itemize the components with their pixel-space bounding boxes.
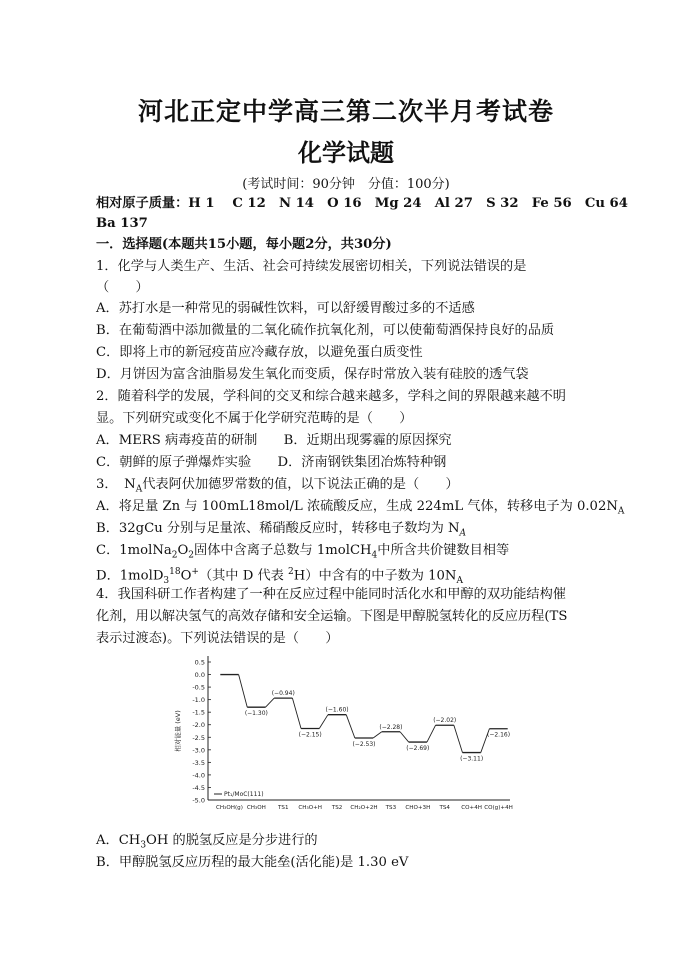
q2-options-cd: C．朝鲜的原子弹爆炸实验 D．济南钢铁集团冶炼特种钢 — [96, 455, 447, 470]
q1-stem: 1．化学与人类生产、生活、社会可持续发展密切相关，下列说法错误的是 — [96, 259, 527, 274]
y-tick-label: -2.0 — [192, 721, 205, 730]
y-tick-label: -2.5 — [192, 733, 205, 742]
connector — [427, 725, 436, 742]
q1-option-a: A．苏打水是一种常见的弱碱性饮料，可以舒缓胃酸过多的不适感 — [96, 301, 475, 316]
data-label: (−3.11) — [460, 755, 484, 763]
q2-stem-1: 2．随着科学的发展，学科间的交叉和综合越来越多，学科之间的界限越来越不明 — [96, 389, 566, 404]
connector — [239, 675, 248, 708]
y-tick-label: -1.5 — [192, 708, 205, 717]
x-tick-label: CH₃OH(g) — [216, 805, 243, 811]
atomic-mass-line1: 相对原子质量：H 1 C 12 N 14 O 16 Mg 24 Al 27 S 32 Fe 56 Cu 64 — [96, 196, 628, 211]
connector — [373, 732, 382, 738]
q2-stem-2: 显。下列研究或变化不属于化学研究范畴的是（ ） — [96, 411, 413, 426]
y-tick-label: -3.5 — [192, 758, 205, 767]
data-label: (−1.30) — [244, 710, 268, 718]
y-tick-label: -5.0 — [192, 796, 205, 805]
data-label: (−2.69) — [406, 745, 430, 753]
x-tick-label: TS4 — [439, 805, 450, 811]
q1-option-d: D．月饼因为富含油脂易发生氧化而变质，保存时常放入装有硅胶的透气袋 — [96, 367, 529, 382]
q3-stem: 3． $N_A$代表阿伏加德罗常数的值，以下说法正确的是（ ） — [96, 477, 459, 495]
data-label: (−2.28) — [379, 723, 403, 731]
x-tick-label: CH₃O+H — [298, 805, 323, 811]
q3-option-b: B．32gCu 分别与足量浓、稀硝酸反应时，转移电子数均为 $N_A$ — [96, 521, 467, 539]
connector — [481, 729, 490, 753]
x-tick-label: CH₃OH — [246, 805, 266, 811]
connector — [319, 715, 328, 729]
exam-info: (考试时间：90分钟 分值：100分) — [242, 177, 450, 192]
x-tick-label: CO+4H — [461, 805, 483, 811]
y-tick-label: -1.0 — [192, 696, 205, 705]
y-tick-label: -3.0 — [192, 746, 205, 755]
q3-option-c: C．$1molNa_2O_2$固体中含离子总数与 1molCH$_4$中所含共价键数目相等 — [96, 543, 510, 561]
page-title: 河北正定中学高三第二次半月考试卷 — [137, 97, 554, 126]
y-tick-label: -0.5 — [192, 683, 205, 692]
q4-stem-1: 4．我国科研工作者构建了一种在反应过程中能同时活化水和甲醇的双功能结构催 — [96, 587, 566, 602]
legend-label: Pt₁/MoC(111) — [224, 791, 264, 798]
x-tick-label: CH₂O+2H — [350, 805, 378, 811]
y-tick-label: 0.0 — [194, 671, 205, 680]
q1-option-b: B．在葡萄酒中添加微量的二氧化硫作抗氧化剂，可以使葡萄酒保持良好的品质 — [96, 323, 555, 338]
x-tick-label: CO(g)+4H — [484, 805, 513, 811]
q3-option-a: A．将足量 Zn 与 100mL18mol/L 浓硫酸反应，生成 224mL 气体，转移电子为 $0.02N_A$ — [96, 499, 625, 517]
q4-stem-2: 化剂，用以解决氢气的高效存储和安全运输。下图是甲醇脱氢转化的反应历程(TS — [96, 609, 568, 624]
connector — [266, 698, 275, 707]
y-tick-label: -4.5 — [192, 783, 205, 792]
data-label: (−2.53) — [352, 741, 376, 749]
q1-paren: （ ） — [96, 280, 149, 295]
connector — [400, 732, 409, 742]
q3-option-d: D．1molD$_3^{18}$O+（其中 D 代表 $^2$H）中含有的中子数为 $10N_A$ — [96, 567, 463, 587]
subject-title: 化学试题 — [298, 138, 394, 167]
q1-option-c: C．即将上市的新冠疫苗应冷藏存放，以避免蛋白质变性 — [96, 345, 423, 360]
q2-options-ab: A．MERS 病毒疫苗的研制 B．近期出现雾霾的原因探究 — [96, 433, 452, 448]
data-label: (−1.60) — [325, 706, 349, 714]
data-label: (−2.02) — [433, 717, 457, 725]
y-tick-label: -4.0 — [192, 771, 205, 780]
data-label: (−2.15) — [298, 731, 322, 739]
y-tick-label: 0.5 — [194, 658, 205, 667]
connector — [454, 725, 463, 752]
energy-profile-chart — [170, 650, 520, 830]
connector — [292, 698, 301, 728]
q4-stem-3: 表示过渡态)。下列说法错误的是（ ） — [96, 631, 339, 646]
x-tick-label: TS3 — [385, 805, 397, 811]
q4-option-b: B．甲醇脱氢反应历程的最大能垒(活化能)是 1.30 eV — [96, 855, 409, 870]
section-heading: 一．选择题(本题共15小题，每小题2分，共30分) — [96, 237, 392, 252]
x-tick-label: TS2 — [331, 805, 343, 811]
atomic-mass-line2: Ba 137 — [96, 216, 148, 231]
connector — [346, 715, 355, 738]
x-tick-label: TS1 — [278, 805, 289, 811]
q4-option-a: A．$CH_3OH$ 的脱氢反应是分步进行的 — [96, 833, 318, 851]
x-tick-label: CHO+3H — [405, 805, 431, 811]
data-label: (−0.94) — [271, 690, 295, 698]
y-axis-label: 相对能量 (eV) — [174, 710, 182, 752]
data-label: (−2.16) — [487, 731, 511, 739]
